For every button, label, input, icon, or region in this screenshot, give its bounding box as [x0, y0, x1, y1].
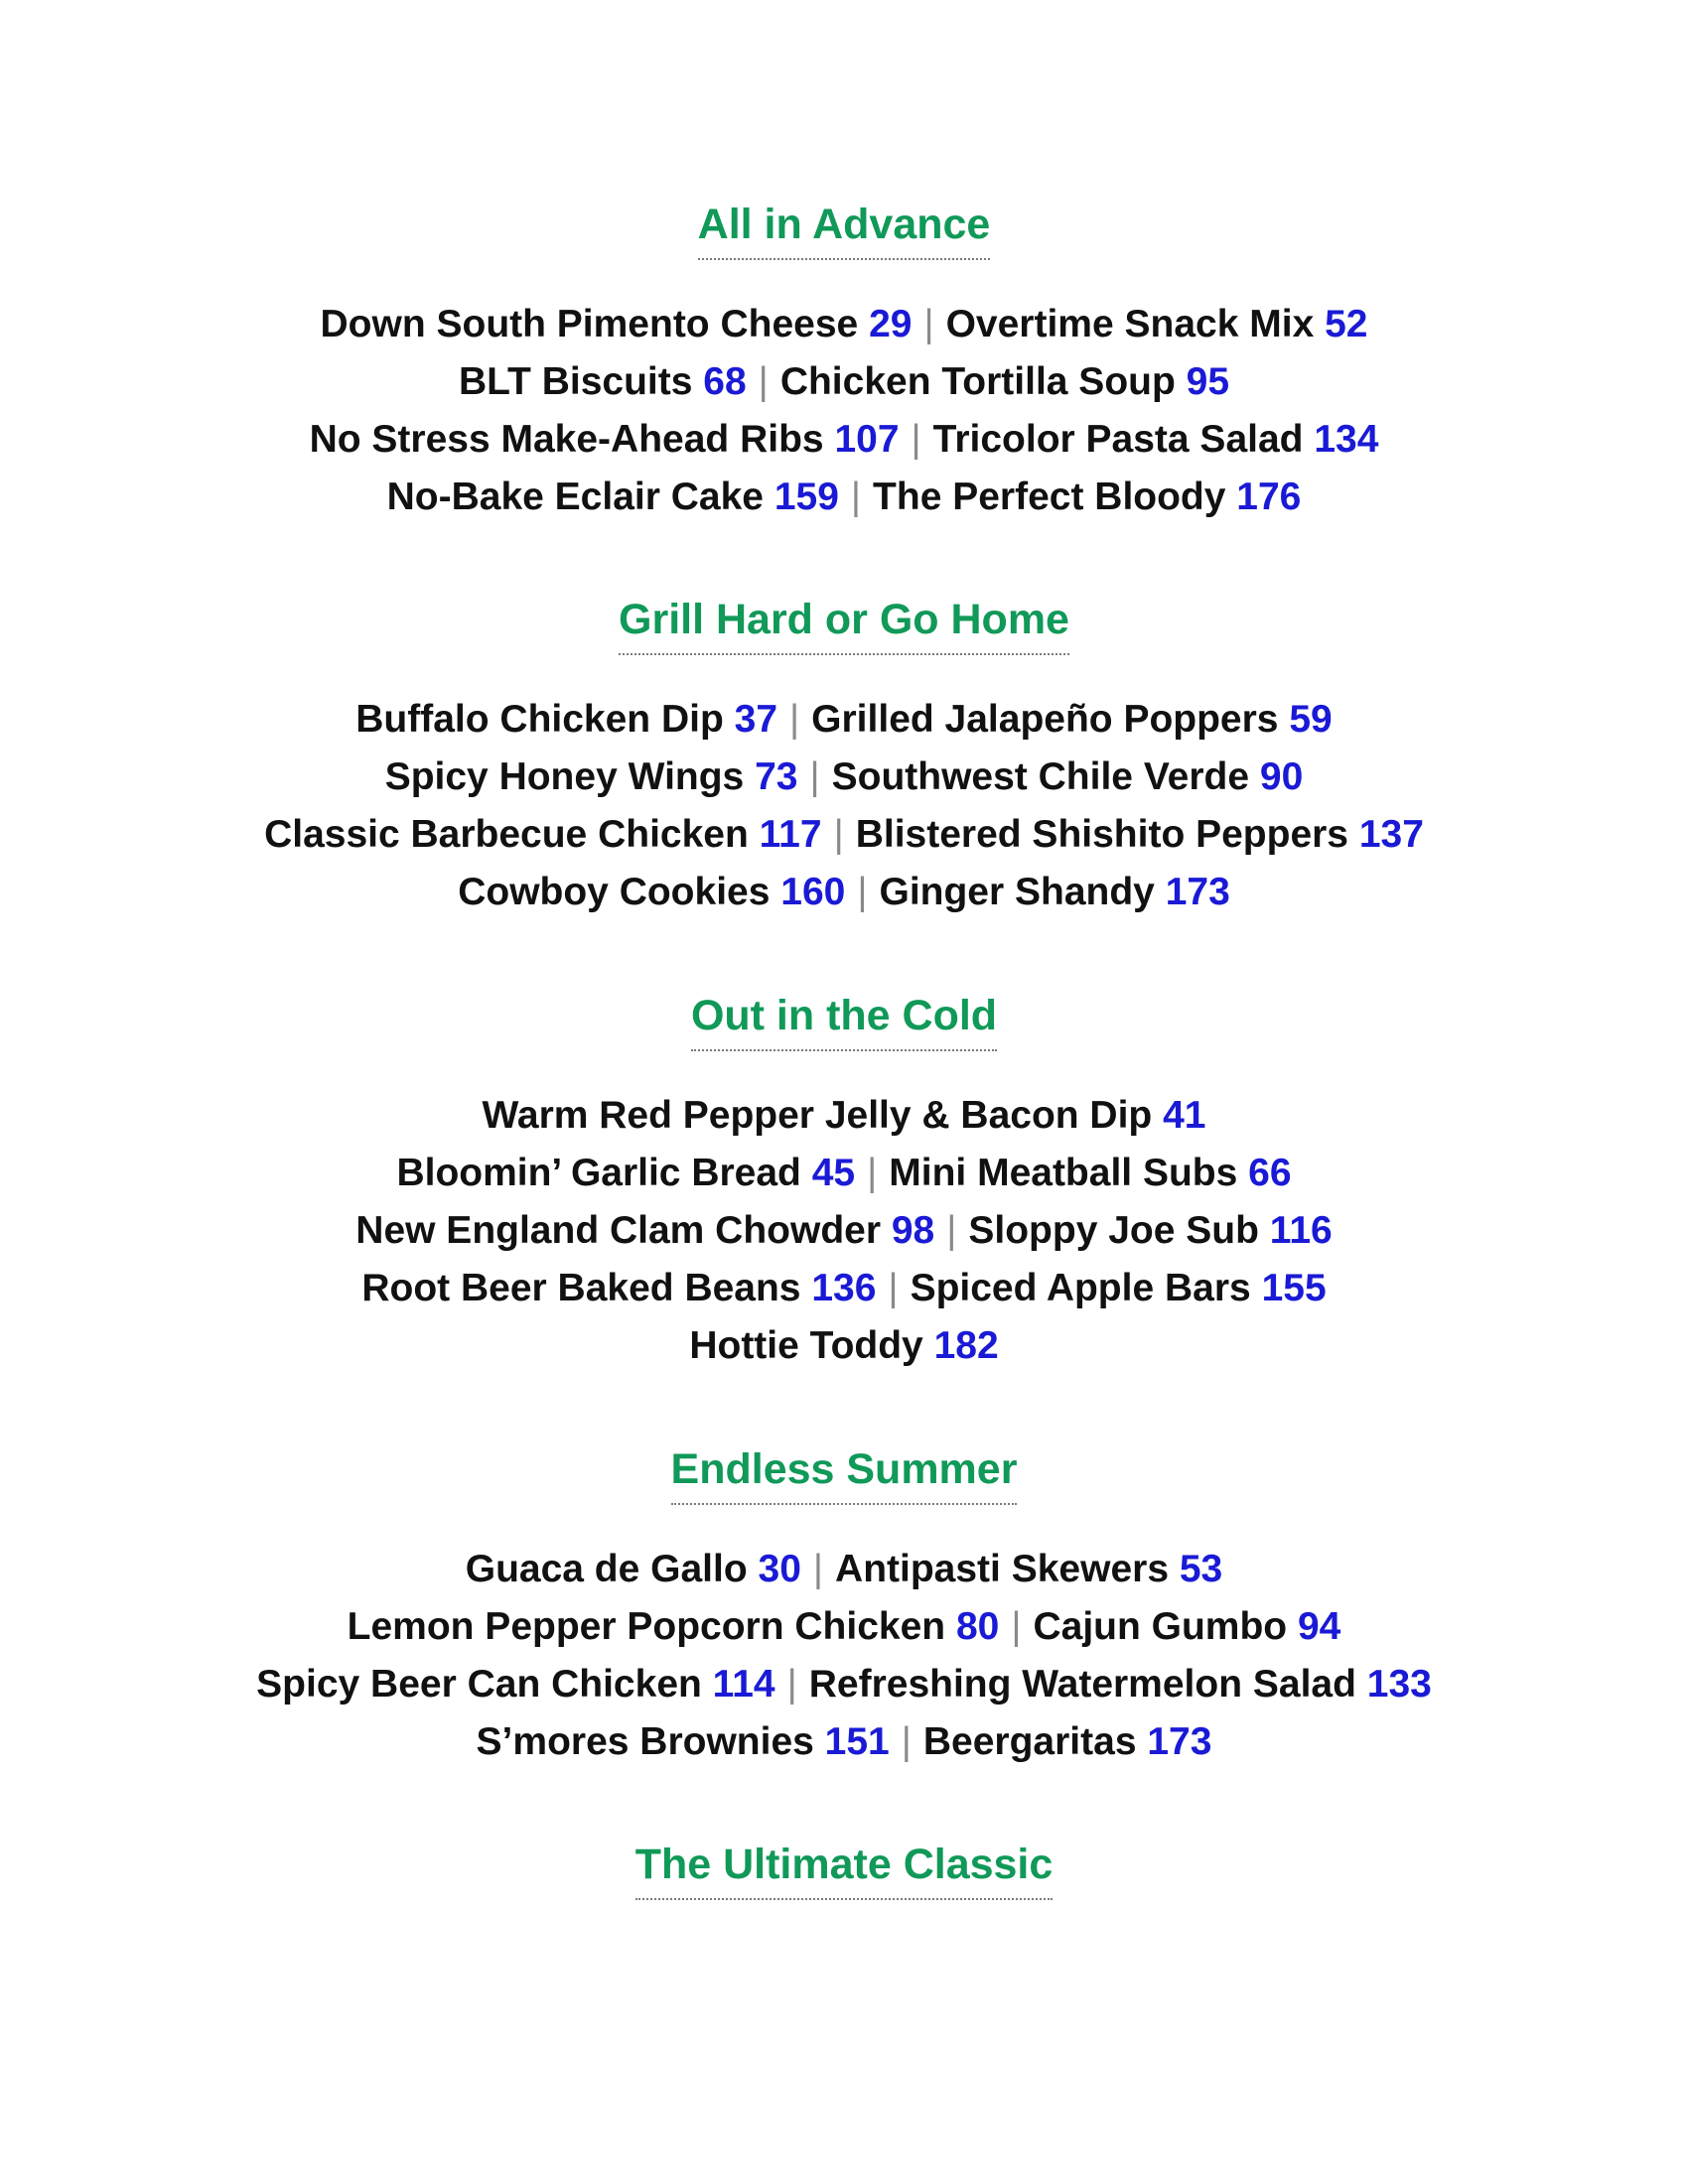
page-number: 30 — [758, 1548, 801, 1590]
page-number: 160 — [780, 871, 846, 913]
section-grill-hard-or-go-home — [0, 592, 1688, 921]
page-number: 176 — [1236, 476, 1302, 518]
recipe-name: Bloomin’ Garlic Bread — [396, 1152, 801, 1194]
recipe-line — [0, 749, 1688, 806]
page-number: 52 — [1325, 303, 1368, 345]
page-number: 98 — [891, 1209, 935, 1252]
separator: | — [1011, 1605, 1022, 1648]
page-number: 173 — [1165, 871, 1230, 913]
page-number: 66 — [1248, 1152, 1292, 1194]
section-all-in-advance — [0, 197, 1688, 526]
separator: | — [901, 1720, 912, 1763]
page-number: 117 — [759, 813, 822, 856]
separator: | — [812, 1548, 824, 1590]
recipe-name: Southwest Chile Verde — [831, 755, 1250, 798]
separator: | — [850, 476, 862, 518]
recipe-name: Spicy Beer Can Chicken — [256, 1663, 702, 1706]
recipe-line — [0, 1145, 1688, 1202]
section-the-ultimate-classic — [0, 1837, 1688, 1900]
recipe-name: S’mores Brownies — [476, 1720, 814, 1763]
separator: | — [946, 1209, 957, 1252]
page-number: 137 — [1358, 813, 1424, 856]
page-number: 173 — [1147, 1720, 1212, 1763]
page-number: 116 — [1269, 1209, 1333, 1252]
recipe-line — [0, 806, 1688, 864]
page-number: 90 — [1259, 755, 1304, 798]
recipe-name: Cowboy Cookies — [458, 871, 771, 913]
separator: | — [786, 1663, 797, 1706]
section-out-in-the-cold — [0, 988, 1688, 1375]
recipe-name: Buffalo Chicken Dip — [355, 698, 724, 741]
page-number: 155 — [1261, 1267, 1327, 1309]
page-number: 136 — [811, 1267, 877, 1309]
recipe-name: Hottie Toddy — [689, 1324, 923, 1367]
recipe-line — [0, 1541, 1688, 1598]
separator: | — [833, 813, 844, 856]
separator: | — [867, 1152, 878, 1194]
recipe-name: No-Bake Eclair Cake — [386, 476, 764, 518]
recipe-name: Cajun Gumbo — [1033, 1605, 1288, 1648]
separator: | — [857, 871, 868, 913]
recipe-name: No Stress Make-Ahead Ribs — [309, 418, 824, 461]
recipe-line — [0, 1598, 1688, 1656]
recipe-line — [0, 1260, 1688, 1317]
page-number: 73 — [755, 755, 798, 798]
recipe-name: Ginger Shandy — [879, 871, 1155, 913]
page-number: 182 — [933, 1324, 999, 1367]
page-number: 159 — [774, 476, 839, 518]
page-number: 94 — [1297, 1605, 1341, 1648]
page-number: 151 — [824, 1720, 890, 1763]
recipe-name: New England Clam Chowder — [355, 1209, 882, 1252]
recipe-line — [0, 296, 1688, 353]
separator: | — [789, 698, 800, 741]
page-number: 133 — [1366, 1663, 1432, 1706]
section-title: Endless Summer — [671, 1441, 1018, 1505]
separator: | — [888, 1267, 899, 1309]
page-number: 107 — [834, 418, 900, 461]
recipe-line — [0, 1087, 1688, 1145]
recipe-name: Refreshing Watermelon Salad — [808, 1663, 1356, 1706]
separator: | — [758, 360, 769, 403]
recipe-line — [0, 691, 1688, 749]
recipe-name: Antipasti Skewers — [835, 1548, 1170, 1590]
recipe-name: Classic Barbecue Chicken — [264, 813, 749, 856]
recipe-name: Grilled Jalapeño Poppers — [811, 698, 1279, 741]
page-number: 59 — [1289, 698, 1333, 741]
recipe-line — [0, 469, 1688, 526]
recipe-name: Blistered Shishito Peppers — [855, 813, 1349, 856]
recipe-name: BLT Biscuits — [458, 360, 693, 403]
section-title: Out in the Cold — [691, 988, 997, 1051]
page-number: 53 — [1179, 1548, 1223, 1590]
recipe-name: Spicy Honey Wings — [384, 755, 745, 798]
page-number: 41 — [1163, 1094, 1206, 1137]
recipe-name: Down South Pimento Cheese — [320, 303, 859, 345]
separator: | — [809, 755, 820, 798]
recipe-line — [0, 353, 1688, 411]
page-number: 114 — [712, 1663, 775, 1706]
section-endless-summer — [0, 1441, 1688, 1771]
page-number: 37 — [734, 698, 778, 741]
recipe-line — [0, 864, 1688, 921]
recipe-name: Root Beer Baked Beans — [361, 1267, 801, 1309]
section-title: Grill Hard or Go Home — [619, 592, 1069, 655]
separator: | — [911, 418, 921, 461]
recipe-lines — [0, 296, 1688, 526]
page-number: 80 — [955, 1605, 1000, 1648]
recipe-line — [0, 1656, 1688, 1713]
page-number: 45 — [811, 1152, 856, 1194]
recipe-lines — [0, 1087, 1688, 1375]
recipe-name: The Perfect Bloody — [873, 476, 1226, 518]
page-number: 68 — [703, 360, 747, 403]
recipe-name: Lemon Pepper Popcorn Chicken — [347, 1605, 946, 1648]
recipe-name: Spiced Apple Bars — [910, 1267, 1251, 1309]
page-number: 95 — [1186, 360, 1230, 403]
recipe-name: Tricolor Pasta Salad — [932, 418, 1304, 461]
recipe-name: Sloppy Joe Sub — [968, 1209, 1259, 1252]
recipe-name: Guaca de Gallo — [465, 1548, 748, 1590]
recipe-name: Mini Meatball Subs — [889, 1152, 1238, 1194]
recipe-line — [0, 1713, 1688, 1771]
recipe-line — [0, 1202, 1688, 1260]
recipe-line — [0, 1317, 1688, 1375]
section-title: All in Advance — [698, 197, 991, 260]
recipe-line — [0, 411, 1688, 469]
section-title: The Ultimate Classic — [635, 1837, 1054, 1900]
page-number: 134 — [1314, 418, 1379, 461]
recipe-lines — [0, 691, 1688, 921]
separator: | — [923, 303, 934, 345]
page-number: 29 — [869, 303, 913, 345]
recipe-lines — [0, 1541, 1688, 1771]
recipe-name: Overtime Snack Mix — [945, 303, 1315, 345]
recipe-name: Chicken Tortilla Soup — [779, 360, 1176, 403]
recipe-name: Warm Red Pepper Jelly & Bacon Dip — [482, 1094, 1153, 1137]
recipe-name: Beergaritas — [922, 1720, 1137, 1763]
